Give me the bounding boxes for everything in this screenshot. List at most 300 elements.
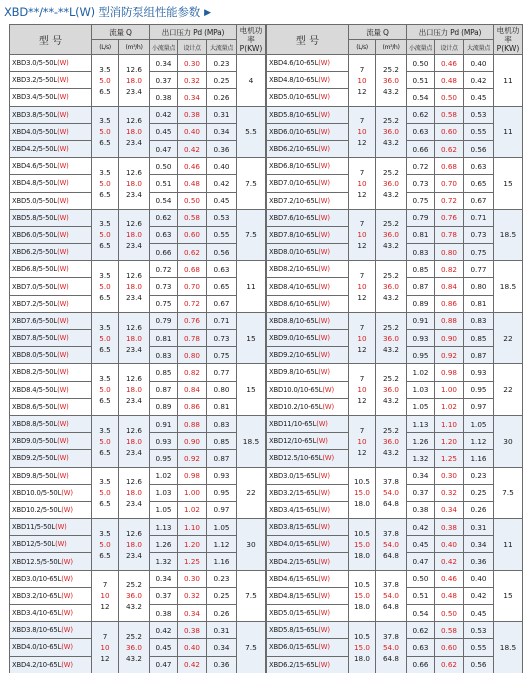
pressure-design-cell: 0.48 xyxy=(178,175,207,192)
pressure-design-cell: 0.38 xyxy=(178,106,207,123)
table-row xyxy=(267,209,523,226)
flow-m3h-value: 23.4 xyxy=(125,138,142,148)
power-cell: 22 xyxy=(237,467,266,519)
pressure-design-cell: 0.34 xyxy=(178,89,207,106)
pressure-design-cell: 0.62 xyxy=(435,656,464,673)
model-name: XBD8.6/5-50L xyxy=(12,402,58,411)
flow-m3h-value: 12.6 xyxy=(125,477,142,487)
model-cell xyxy=(267,519,349,536)
header-p-small: 小流量点 xyxy=(150,40,178,55)
pressure-design-cell: 1.00 xyxy=(435,381,464,398)
power-cell: 22 xyxy=(494,364,523,416)
model-name: XBD4.0/10-65L xyxy=(12,643,62,652)
model-variant: (W) xyxy=(318,162,330,171)
model-name: XBD9.0/10-65L xyxy=(269,334,319,343)
pressure-design-cell: 0.40 xyxy=(178,123,207,140)
model-name: XBD10.2/10-65L xyxy=(269,402,323,411)
pressure-large-cell: 0.36 xyxy=(207,140,237,157)
flow-ls-value: 3.5 xyxy=(99,477,111,487)
model-name: XBD7.6/5-50L xyxy=(12,316,58,325)
model-variant: (W) xyxy=(57,145,69,154)
flow-ls-cell xyxy=(349,158,376,210)
model-name: XBD8.0/5-50L xyxy=(12,351,58,360)
model-variant: (W) xyxy=(57,213,69,222)
flow-ls-value: 3.5 xyxy=(99,322,111,332)
model-variant: (W) xyxy=(61,609,73,618)
flow-m3h-value: 23.4 xyxy=(125,344,142,354)
pressure-small-cell: 1.26 xyxy=(150,536,178,553)
model-cell xyxy=(267,656,349,673)
power-cell: 15 xyxy=(237,364,266,416)
flow-m3h-value: 18.0 xyxy=(125,230,142,240)
flow-ls-value: 18.0 xyxy=(353,602,370,612)
flow-ls-value: 5.0 xyxy=(99,539,111,549)
flow-ls-value: 18.0 xyxy=(353,550,370,560)
flow-m3h-cell xyxy=(119,209,150,261)
pressure-design-cell: 0.34 xyxy=(178,605,207,622)
pressure-design-cell: 1.10 xyxy=(435,415,464,432)
pressure-small-cell: 0.37 xyxy=(150,587,178,604)
flow-ls-value: 10 xyxy=(357,75,367,85)
model-cell xyxy=(10,587,92,604)
model-variant: (W) xyxy=(57,454,69,463)
flow-ls-value: 5.0 xyxy=(99,178,111,188)
model-variant: (W) xyxy=(57,282,69,291)
model-name: XBD10.0/10-65L xyxy=(269,385,323,394)
model-cell xyxy=(267,140,349,157)
model-cell xyxy=(10,89,92,106)
table-row xyxy=(267,55,523,72)
pressure-small-cell: 0.83 xyxy=(150,347,178,364)
pressure-large-cell: 0.77 xyxy=(207,364,237,381)
pressure-large-cell: 0.77 xyxy=(464,261,494,278)
model-name: XBD7.2/5-50L xyxy=(12,299,58,308)
pressure-large-cell: 0.67 xyxy=(464,192,494,209)
pressure-small-cell: 0.62 xyxy=(407,622,435,639)
table-row xyxy=(10,209,266,226)
flow-m3h-value: 36.0 xyxy=(382,385,399,395)
model-variant: (W) xyxy=(57,420,69,429)
model-cell xyxy=(10,536,92,553)
table-row xyxy=(267,622,523,639)
flow-ls-value: 10.5 xyxy=(353,580,370,590)
pressure-large-cell: 0.87 xyxy=(207,450,237,467)
pressure-large-cell: 0.85 xyxy=(207,433,237,450)
model-cell xyxy=(10,140,92,157)
flow-ls-value: 12 xyxy=(357,138,367,148)
model-cell xyxy=(267,89,349,106)
power-cell: 18.5 xyxy=(237,415,266,467)
flow-m3h-cell xyxy=(119,467,150,519)
model-variant: (W) xyxy=(55,523,67,532)
power-cell: 15 xyxy=(237,312,266,364)
table-row xyxy=(10,519,266,536)
flow-m3h-value: 12.6 xyxy=(125,64,142,74)
pressure-small-cell: 0.54 xyxy=(407,89,435,106)
pressure-small-cell: 0.45 xyxy=(407,536,435,553)
flow-ls-value: 10 xyxy=(357,385,367,395)
flow-m3h-value: 64.8 xyxy=(382,602,399,612)
pressure-large-cell: 0.23 xyxy=(464,467,494,484)
pressure-small-cell: 0.93 xyxy=(150,433,178,450)
model-cell xyxy=(10,226,92,243)
pressure-small-cell: 0.38 xyxy=(150,605,178,622)
flow-m3h-value: 43.2 xyxy=(382,293,399,303)
table-body-left xyxy=(10,55,266,673)
flow-m3h-value: 43.2 xyxy=(382,138,399,148)
table-row xyxy=(10,312,266,329)
pressure-large-cell: 0.25 xyxy=(207,587,237,604)
flow-m3h-value: 18.0 xyxy=(125,127,142,137)
pressure-small-cell: 0.85 xyxy=(150,364,178,381)
flow-m3h-value: 43.2 xyxy=(125,653,142,663)
flow-m3h-cell xyxy=(119,415,150,467)
pressure-small-cell: 0.89 xyxy=(407,295,435,312)
pressure-large-cell: 0.40 xyxy=(464,55,494,72)
model-variant: (W) xyxy=(57,248,69,257)
pressure-design-cell: 0.48 xyxy=(435,587,464,604)
flow-ls-value: 3.5 xyxy=(99,271,111,281)
pressure-design-cell: 0.76 xyxy=(435,209,464,226)
pressure-large-cell: 0.65 xyxy=(464,175,494,192)
table-row xyxy=(267,570,523,587)
pressure-design-cell: 0.80 xyxy=(435,244,464,261)
pressure-design-cell: 1.20 xyxy=(178,536,207,553)
model-name: XBD11/10-65L xyxy=(269,420,317,429)
model-variant: (W) xyxy=(57,334,69,343)
model-name: XBD8.4/10-65L xyxy=(269,282,319,291)
flow-m3h-cell xyxy=(376,55,407,107)
flow-m3h-value: 25.2 xyxy=(382,219,399,229)
pressure-design-cell: 1.02 xyxy=(435,398,464,415)
pressure-small-cell: 0.95 xyxy=(150,450,178,467)
pressure-large-cell: 0.31 xyxy=(207,622,237,639)
pressure-design-cell: 0.30 xyxy=(435,467,464,484)
table-row xyxy=(267,467,523,484)
flow-ls-value: 5.0 xyxy=(99,488,111,498)
flow-ls-value: 6.5 xyxy=(99,86,111,96)
pressure-small-cell: 0.34 xyxy=(150,570,178,587)
pressure-large-cell: 0.71 xyxy=(464,209,494,226)
model-variant: (W) xyxy=(322,402,334,411)
model-name: XBD7.0/10-65L xyxy=(269,179,319,188)
pressure-large-cell: 0.42 xyxy=(464,72,494,89)
pressure-design-cell: 1.00 xyxy=(178,484,207,501)
model-variant: (W) xyxy=(316,437,328,446)
flow-ls-value: 3.5 xyxy=(99,116,111,126)
pressure-small-cell: 0.37 xyxy=(150,72,178,89)
header-p-large: 大流量点 xyxy=(207,40,237,55)
model-name: XBD4.6/5-50L xyxy=(12,162,58,171)
model-cell xyxy=(267,587,349,604)
pressure-design-cell: 0.88 xyxy=(435,312,464,329)
flow-m3h-value: 37.8 xyxy=(382,477,399,487)
model-cell xyxy=(267,312,349,329)
pressure-large-cell: 0.34 xyxy=(207,639,237,656)
model-variant: (W) xyxy=(61,505,73,514)
pressure-large-cell: 0.31 xyxy=(207,106,237,123)
flow-ls-value: 7 xyxy=(102,580,108,590)
flow-ls-value: 10 xyxy=(357,178,367,188)
pressure-small-cell: 1.03 xyxy=(407,381,435,398)
pressure-design-cell: 0.86 xyxy=(435,295,464,312)
pressure-small-cell: 0.54 xyxy=(150,192,178,209)
model-cell xyxy=(267,278,349,295)
pressure-large-cell: 0.53 xyxy=(464,106,494,123)
model-cell xyxy=(10,622,92,639)
header-pressure: 出口压力 Pd (MPa) xyxy=(407,25,494,40)
flow-ls-value: 5.0 xyxy=(99,75,111,85)
flow-m3h-cell xyxy=(376,570,407,622)
flow-m3h-value: 12.6 xyxy=(125,425,142,435)
flow-ls-value: 5.0 xyxy=(99,436,111,446)
flow-m3h-value: 18.0 xyxy=(125,178,142,188)
pressure-small-cell: 0.66 xyxy=(150,244,178,261)
pump-table-left xyxy=(9,24,266,673)
pressure-design-cell: 0.82 xyxy=(435,261,464,278)
pressure-design-cell: 0.72 xyxy=(178,295,207,312)
model-cell xyxy=(10,123,92,140)
model-name: XBD3.4/10-65L xyxy=(12,609,62,618)
model-variant: (W) xyxy=(318,316,330,325)
flow-m3h-cell xyxy=(119,106,150,158)
pressure-small-cell: 0.42 xyxy=(407,519,435,536)
pressure-design-cell: 0.62 xyxy=(178,244,207,261)
model-name: XBD3.0/5-50L xyxy=(12,59,58,68)
model-cell xyxy=(267,536,349,553)
flow-m3h-cell xyxy=(376,261,407,313)
flow-m3h-value: 36.0 xyxy=(125,591,142,601)
power-cell: 30 xyxy=(237,519,266,571)
model-cell xyxy=(267,72,349,89)
flow-m3h-value: 54.0 xyxy=(382,539,399,549)
flow-ls-value: 18.0 xyxy=(353,653,370,663)
model-cell xyxy=(267,381,349,398)
flow-m3h-cell xyxy=(119,261,150,313)
pressure-small-cell: 0.47 xyxy=(150,140,178,157)
model-cell xyxy=(10,501,92,518)
pressure-design-cell: 0.32 xyxy=(435,484,464,501)
model-cell xyxy=(10,244,92,261)
model-variant: (W) xyxy=(322,454,334,463)
flow-ls-value: 12 xyxy=(357,447,367,457)
flow-m3h-cell xyxy=(376,209,407,261)
model-name: XBD12/5-50L xyxy=(12,540,56,549)
header-flow-m3h: (m³/h) xyxy=(376,40,407,55)
model-variant: (W) xyxy=(318,282,330,291)
model-name: XBD4.0/5-50L xyxy=(12,127,58,136)
flow-ls-cell xyxy=(349,519,376,571)
flow-ls-value: 3.5 xyxy=(99,374,111,384)
pressure-design-cell: 0.40 xyxy=(178,639,207,656)
header-flow: 流量 Q xyxy=(349,25,407,40)
flow-ls-cell xyxy=(349,467,376,519)
model-variant: (W) xyxy=(318,145,330,154)
pressure-large-cell: 0.73 xyxy=(464,226,494,243)
flow-m3h-value: 36.0 xyxy=(382,436,399,446)
flow-m3h-value: 18.0 xyxy=(125,75,142,85)
model-name: XBD9.2/5-50L xyxy=(12,454,58,463)
flow-ls-cell xyxy=(92,622,119,673)
flow-ls-value: 7 xyxy=(359,322,365,332)
model-cell xyxy=(10,364,92,381)
model-variant: (W) xyxy=(61,626,73,635)
model-variant: (W) xyxy=(318,299,330,308)
model-name: XBD4.2/10-65L xyxy=(12,660,62,669)
pressure-large-cell: 0.36 xyxy=(207,656,237,673)
pressure-small-cell: 0.38 xyxy=(407,501,435,518)
pressure-design-cell: 0.42 xyxy=(178,140,207,157)
table-row xyxy=(10,55,266,72)
pressure-large-cell: 0.23 xyxy=(207,55,237,72)
pressure-large-cell: 0.75 xyxy=(207,347,237,364)
flow-m3h-value: 54.0 xyxy=(382,488,399,498)
pressure-large-cell: 1.05 xyxy=(207,519,237,536)
power-cell: 18.5 xyxy=(494,622,523,673)
pressure-small-cell: 0.83 xyxy=(407,244,435,261)
flow-m3h-value: 18.0 xyxy=(125,488,142,498)
flow-m3h-cell xyxy=(376,519,407,571)
model-name: XBD7.8/5-50L xyxy=(12,334,58,343)
model-variant: (W) xyxy=(57,230,69,239)
model-name: XBD7.2/10-65L xyxy=(269,196,319,205)
flow-m3h-cell xyxy=(119,312,150,364)
flow-ls-value: 6.5 xyxy=(99,396,111,406)
model-name: XBD8.8/5-50L xyxy=(12,420,58,429)
pressure-large-cell: 0.26 xyxy=(207,605,237,622)
pressure-small-cell: 0.72 xyxy=(407,158,435,175)
pressure-small-cell: 1.32 xyxy=(407,450,435,467)
power-cell: 7.5 xyxy=(237,158,266,210)
flow-ls-cell xyxy=(349,622,376,673)
model-name: XBD6.8/5-50L xyxy=(12,265,58,274)
model-name: XBD3.2/10-65L xyxy=(12,591,62,600)
model-variant: (W) xyxy=(318,230,330,239)
model-cell xyxy=(10,605,92,622)
flow-m3h-cell xyxy=(376,364,407,416)
table-row xyxy=(10,261,266,278)
model-cell xyxy=(10,570,92,587)
header-flow-ls: (L/s) xyxy=(349,40,376,55)
pressure-small-cell: 0.66 xyxy=(407,656,435,673)
flow-ls-cell xyxy=(92,415,119,467)
pressure-design-cell: 0.92 xyxy=(435,347,464,364)
model-name: XBD6.2/5-50L xyxy=(12,248,58,257)
pressure-large-cell: 0.56 xyxy=(464,140,494,157)
pressure-design-cell: 0.34 xyxy=(435,501,464,518)
flow-ls-value: 6.5 xyxy=(99,447,111,457)
model-name: XBD8.4/5-50L xyxy=(12,385,58,394)
model-cell xyxy=(10,398,92,415)
model-cell xyxy=(10,347,92,364)
flow-ls-value: 12 xyxy=(357,241,367,251)
table-row xyxy=(267,158,523,175)
flow-ls-cell xyxy=(349,55,376,107)
flow-m3h-cell xyxy=(119,55,150,107)
pressure-design-cell: 0.32 xyxy=(178,587,207,604)
flow-m3h-value: 25.2 xyxy=(382,64,399,74)
model-name: XBD12.5/10-65L xyxy=(269,454,323,463)
pressure-small-cell: 0.79 xyxy=(150,312,178,329)
flow-ls-cell xyxy=(92,158,119,210)
header-power xyxy=(237,25,266,55)
flow-m3h-value: 25.2 xyxy=(382,425,399,435)
model-cell xyxy=(10,209,92,226)
flow-ls-value: 3.5 xyxy=(99,64,111,74)
flow-ls-value: 3.5 xyxy=(99,219,111,229)
flow-ls-cell xyxy=(349,415,376,467)
table-row xyxy=(267,519,523,536)
header-p-design: 设计点 xyxy=(178,40,207,55)
flow-ls-value: 5.0 xyxy=(99,230,111,240)
flow-m3h-value: 25.2 xyxy=(382,167,399,177)
flow-ls-cell xyxy=(349,261,376,313)
model-name: XBD6.2/10-65L xyxy=(269,145,319,154)
model-cell xyxy=(267,501,349,518)
flow-m3h-value: 18.0 xyxy=(125,436,142,446)
model-variant: (W) xyxy=(57,76,69,85)
pressure-large-cell: 0.26 xyxy=(464,501,494,518)
model-name: XBD6.2/15-65L xyxy=(269,660,319,669)
model-name: XBD6.0/10-65L xyxy=(269,127,319,136)
pressure-small-cell: 1.05 xyxy=(407,398,435,415)
pressure-design-cell: 0.46 xyxy=(435,570,464,587)
model-name: XBD4.2/15-65L xyxy=(269,557,319,566)
flow-ls-cell xyxy=(349,312,376,364)
model-variant: (W) xyxy=(318,557,330,566)
power-cell: 30 xyxy=(494,415,523,467)
pressure-small-cell: 0.51 xyxy=(407,72,435,89)
pressure-design-cell: 0.68 xyxy=(178,261,207,278)
flow-m3h-value: 12.6 xyxy=(125,374,142,384)
flow-m3h-value: 23.4 xyxy=(125,550,142,560)
table-row xyxy=(10,622,266,639)
model-cell xyxy=(10,261,92,278)
model-cell xyxy=(267,244,349,261)
flow-ls-value: 7 xyxy=(102,631,108,641)
pressure-small-cell: 0.50 xyxy=(407,55,435,72)
flow-ls-value: 10 xyxy=(357,436,367,446)
model-variant: (W) xyxy=(61,574,73,583)
table-row xyxy=(10,158,266,175)
flow-m3h-value: 37.8 xyxy=(382,631,399,641)
model-variant: (W) xyxy=(57,316,69,325)
table-row xyxy=(10,415,266,432)
model-name: XBD3.8/5-50L xyxy=(12,110,58,119)
flow-ls-cell xyxy=(92,55,119,107)
model-name: XBD10.0/5-50L xyxy=(12,488,62,497)
power-cell: 7.5 xyxy=(237,570,266,622)
model-variant: (W) xyxy=(318,351,330,360)
model-name: XBD3.0/15-65L xyxy=(269,471,319,480)
model-cell xyxy=(267,467,349,484)
pressure-design-cell: 0.38 xyxy=(435,519,464,536)
pressure-design-cell: 0.50 xyxy=(178,192,207,209)
pressure-large-cell: 0.97 xyxy=(464,398,494,415)
pressure-design-cell: 0.42 xyxy=(435,553,464,570)
pressure-small-cell: 1.02 xyxy=(407,364,435,381)
model-cell xyxy=(10,415,92,432)
model-cell xyxy=(267,622,349,639)
model-cell xyxy=(10,55,92,72)
flow-ls-cell xyxy=(92,364,119,416)
pressure-large-cell: 0.45 xyxy=(464,605,494,622)
flow-ls-value: 7 xyxy=(359,425,365,435)
flow-m3h-cell xyxy=(376,158,407,210)
header-flow: 流量 Q xyxy=(92,25,150,40)
flow-ls-value: 10 xyxy=(100,642,110,652)
pressure-large-cell: 0.31 xyxy=(464,519,494,536)
